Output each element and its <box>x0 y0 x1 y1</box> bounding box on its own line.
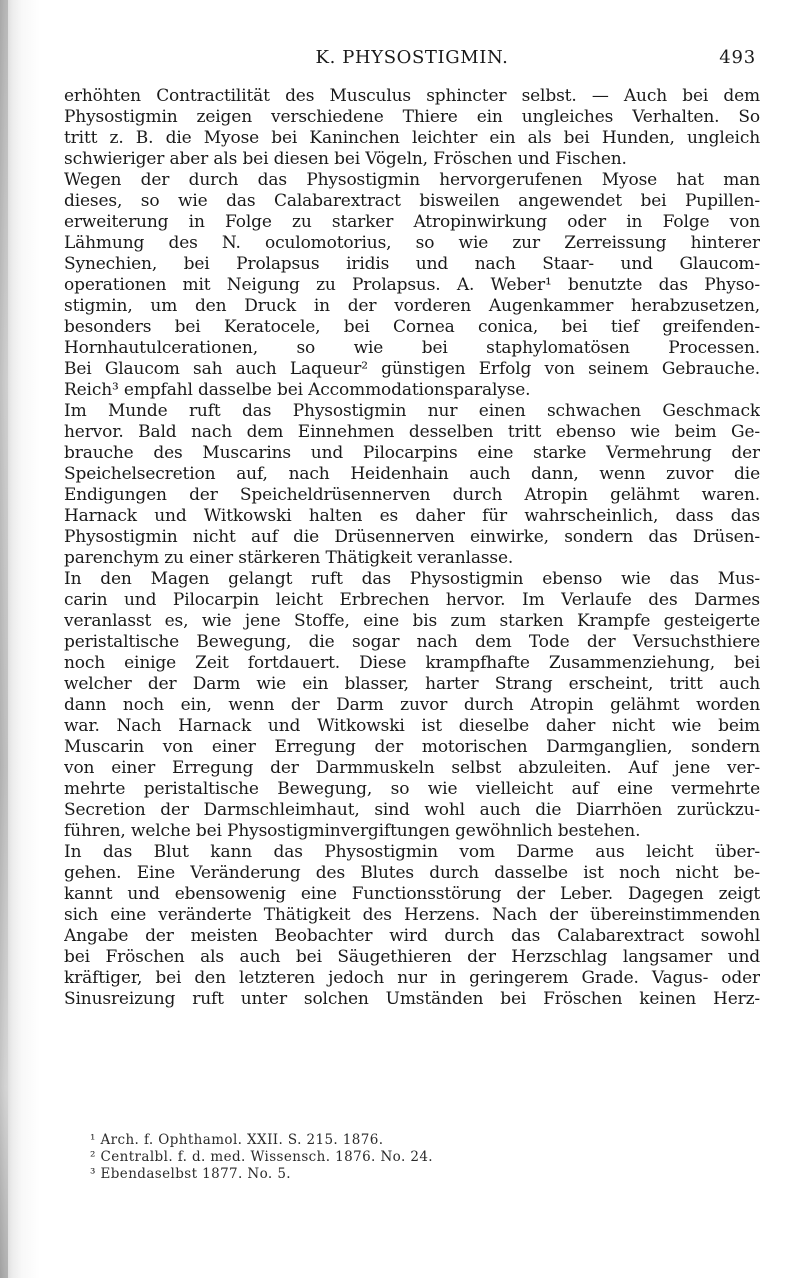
text-line: Muscarin von einer Erregung der motorischen Darmganglien, sondern <box>64 737 760 757</box>
text-line: Reich³ empfahl dasselbe bei Accommodationsparalyse. <box>64 380 531 400</box>
text-line: Lähmung des N. oculomotorius, so wie zur Zerreissung hinterer <box>64 233 760 253</box>
text-line: Physostigmin nicht auf die Drüsennerven einwirke, sondern das Drüsen- <box>64 527 760 547</box>
footnote: ³ Ebendaselbst 1877. No. 5. <box>90 1166 291 1182</box>
text-line: Bei Glaucom sah auch Laqueur² günstigen Erfolg von seinem Gebrauche. <box>64 359 760 379</box>
text-line: erhöhten Contractilität des Musculus sphincter selbst. — Auch bei dem <box>64 86 760 106</box>
text-line: tritt z. B. die Myose bei Kaninchen leichter ein als bei Hunden, ungleich <box>64 128 760 148</box>
text-line: gehen. Eine Veränderung des Blutes durch dasselbe ist noch nicht be- <box>64 863 760 883</box>
footnote: ¹ Arch. f. Ophthamol. XXII. S. 215. 1876. <box>90 1132 384 1148</box>
body-text <box>64 86 760 1010</box>
text-line: führen, welche bei Physostigminvergiftungen gewöhnlich bestehen. <box>64 821 641 841</box>
running-head-title: K. PHYSOSTIGMIN. <box>315 47 509 68</box>
text-line: veranlasst es, wie jene Stoffe, eine bis zum starken Krampfe gesteigerte <box>64 611 760 631</box>
text-line: bei Fröschen als auch bei Säugethieren der Herzschlag langsamer und <box>64 947 760 967</box>
text-line: kräftiger, bei den letzteren jedoch nur in geringerem Grade. Vagus- oder <box>64 968 760 988</box>
text-line: dieses, so wie das Calabarextract bisweilen angewendet bei Pupillen- <box>64 191 760 211</box>
text-line: besonders bei Keratocele, bei Cornea conica, bei tief greifenden- <box>64 317 760 337</box>
text-line: Endigungen der Speicheldrüsennerven durch Atropin gelähmt waren. <box>64 485 760 505</box>
text-line: sich eine veränderte Thätigkeit des Herzens. Nach der übereinstimmenden <box>64 905 760 925</box>
text-line: Sinusreizung ruft unter solchen Umständen bei Fröschen keinen Herz- <box>64 989 760 1009</box>
text-line: war. Nach Harnack und Witkowski ist dieselbe daher nicht wie beim <box>64 716 760 736</box>
text-line: brauche des Muscarins und Pilocarpins eine starke Vermehrung der <box>64 443 760 463</box>
text-line: Synechien, bei Prolapsus iridis und nach Staar- und Glaucom- <box>64 254 760 274</box>
text-line: Secretion der Darmschleimhaut, sind wohl auch die Diarrhöen zurückzu- <box>64 800 760 820</box>
text-line: Harnack und Witkowski halten es daher für wahrscheinlich, dass das <box>64 506 760 526</box>
text-line: parenchym zu einer stärkeren Thätigkeit veranlasse. <box>64 548 514 568</box>
footnote: ² Centralbl. f. d. med. Wissensch. 1876. No. 24. <box>90 1149 433 1165</box>
text-line: hervor. Bald nach dem Einnehmen desselben tritt ebenso wie beim Ge- <box>64 422 760 442</box>
text-line: Wegen der durch das Physostigmin hervorgerufenen Myose hat man <box>64 170 760 190</box>
text-line: Physostigmin zeigen verschiedene Thiere ein ungleiches Verhalten. So <box>64 107 760 127</box>
text-line: noch einige Zeit fortdauert. Diese krampfhafte Zusammenziehung, bei <box>64 653 760 673</box>
text-line: welcher der Darm wie ein blasser, harter Strang erscheint, tritt auch <box>64 674 760 694</box>
binding-shadow <box>0 0 8 1278</box>
text-line: carin und Pilocarpin leicht Erbrechen hervor. Im Verlaufe des Darmes <box>64 590 760 610</box>
text-line: Angabe der meisten Beobachter wird durch das Calabarextract sowohl <box>64 926 760 946</box>
text-line: von einer Erregung der Darmmuskeln selbst abzuleiten. Auf jene ver- <box>64 758 760 778</box>
text-line: erweiterung in Folge zu starker Atropinwirkung oder in Folge von <box>64 212 760 232</box>
text-line: Hornhautulcerationen, so wie bei staphylomatösen Processen. <box>64 338 760 358</box>
footnotes <box>90 1132 730 1183</box>
text-line: stigmin, um den Druck in der vorderen Augenkammer herabzusetzen, <box>64 296 760 316</box>
text-line: Speichelsecretion auf, nach Heidenhain auch dann, wenn zuvor die <box>64 464 760 484</box>
text-line: dann noch ein, wenn der Darm zuvor durch Atropin gelähmt worden <box>64 695 760 715</box>
text-line: schwieriger aber als bei diesen bei Vögeln, Fröschen und Fischen. <box>64 149 627 169</box>
text-line: operationen mit Neigung zu Prolapsus. A. Weber¹ benutzte das Physo- <box>64 275 760 295</box>
text-line: mehrte peristaltische Bewegung, so wie vielleicht auf eine vermehrte <box>64 779 760 799</box>
running-head <box>64 47 760 73</box>
text-line: Im Munde ruft das Physostigmin nur einen schwachen Geschmack <box>64 401 760 421</box>
page-number: 493 <box>719 47 756 68</box>
text-line: peristaltische Bewegung, die sogar nach dem Tode der Versuchsthiere <box>64 632 760 652</box>
text-line: kannt und ebensowenig eine Functionsstörung der Leber. Dagegen zeigt <box>64 884 760 904</box>
text-line: In das Blut kann das Physostigmin vom Darme aus leicht über- <box>64 842 760 862</box>
text-line: In den Magen gelangt ruft das Physostigmin ebenso wie das Mus- <box>64 569 760 589</box>
